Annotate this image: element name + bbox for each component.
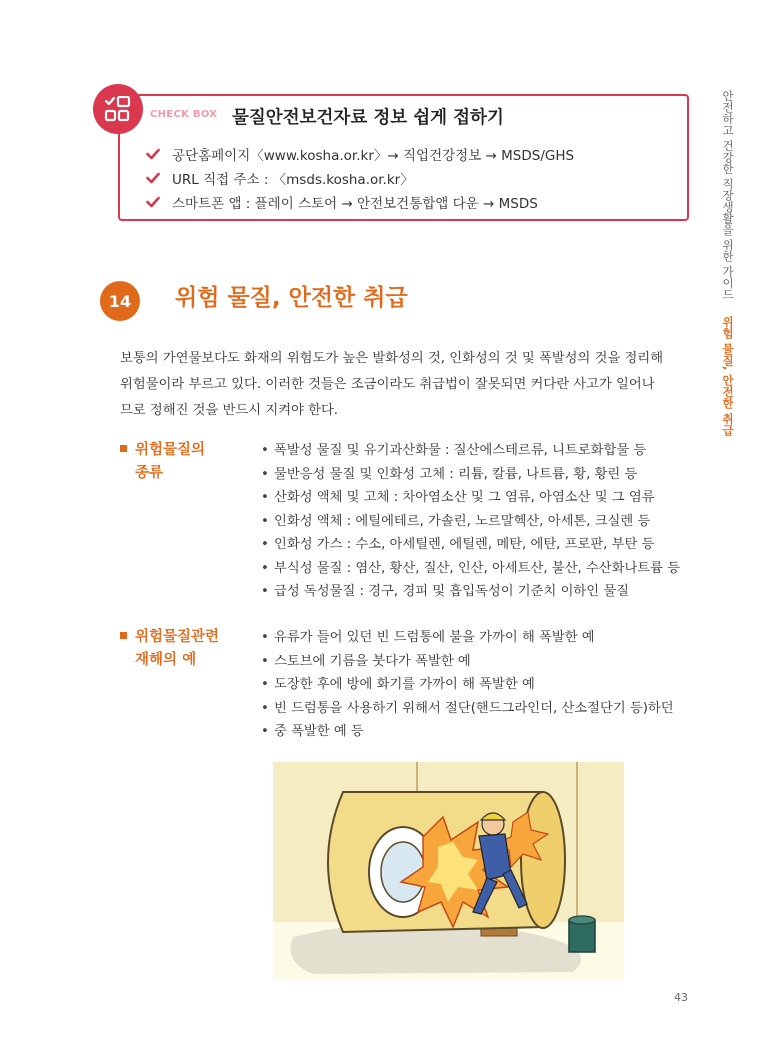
page-number: 43 (674, 991, 688, 1004)
check-item (146, 166, 574, 190)
list-item-continuation-text: 중 폭발한 예 등 (274, 724, 364, 739)
check-item-text: URL 직접 주소 : 〈msds.kosha.or.kr〉 (172, 172, 414, 188)
accidents-list (261, 626, 674, 744)
square-bullet-icon (120, 445, 127, 452)
section-title: 위험 물질, 안전한 취급 (175, 285, 408, 311)
list-item: • 부식성 물질 : 염산, 황산, 질산, 인산, 아세트산, 불산, 수산화나트륨 등 (261, 557, 680, 581)
list-item: • 스토브에 기름을 붓다가 폭발한 예 (261, 650, 674, 674)
section-number-badge: 14 (100, 281, 140, 321)
accidents-label-line1: 위험물질관련 (135, 629, 220, 645)
list-item: • 인화성 액체 : 에틸에테르, 가솔린, 노르말헥산, 아세톤, 크실렌 등 (261, 510, 680, 534)
intro-line: 위험물이라 부르고 있다. 이러한 것들은 조금이라도 취급법이 잘못되면 커다란 사고가 일어나 (120, 377, 655, 392)
check-box-label: CHECK BOX (150, 109, 218, 120)
intro-paragraph (120, 346, 690, 424)
intro-line: 보통의 가연물보다도 화재의 위험도가 높은 발화성의 것, 인화성의 것 및 폭발성의 것을 정리해 (120, 351, 664, 366)
types-label-line1: 위험물질의 (135, 442, 206, 458)
check-box-title: 물질안전보건자료 정보 쉽게 접하기 (232, 108, 504, 128)
list-item: • 유류가 들어 있던 빈 드럼통에 불을 가까이 해 폭발한 예 (261, 626, 674, 650)
list-item: • 인화성 가스 : 수소, 아세틸렌, 에틸렌, 메탄, 에탄, 프로판, 부탄 등 (261, 533, 680, 557)
list-item: • 빈 드럼통을 사용하기 위해서 절단(핸드그라인더, 산소절단기 등)하던 (261, 697, 674, 721)
side-guide-text: 안전하고 건강한 직장생활을 위한 가이드 (721, 90, 735, 301)
check-item (146, 142, 574, 166)
side-chapter-text: 위험 물질, 안전한 취급 (721, 315, 735, 436)
list-item: • 도장한 후에 방에 화기를 가까이 해 폭발한 예 (261, 673, 674, 697)
drum-explosion-illustration (273, 762, 624, 979)
list-item: • 폭발성 물질 및 유기과산화물 : 질산에스테르류, 니트로화합물 등 (261, 439, 680, 463)
side-running-head (712, 90, 736, 436)
checkmark-icon (146, 172, 160, 184)
list-item: • 급성 독성물질 : 경구, 경피 및 흡입독성이 기준치 이하인 물질 (261, 580, 680, 604)
check-list (146, 142, 574, 214)
check-item (146, 190, 574, 214)
types-label (120, 439, 205, 485)
checklist-icon (104, 96, 132, 122)
list-item-continuation (261, 720, 674, 744)
types-list (261, 439, 680, 604)
check-box-badge (93, 84, 143, 134)
list-item: • 물반응성 물질 및 인화성 고체 : 리튬, 칼륨, 나트륨, 황, 황린 등 (261, 463, 680, 487)
check-item-text: 스마트폰 앱 : 플레이 스토어 → 안전보건통합앱 다운 → MSDS (172, 196, 538, 212)
checkmark-icon (146, 148, 160, 160)
list-item: • 산화성 액체 및 고체 : 차아염소산 및 그 염류, 아염소산 및 그 염류 (261, 486, 680, 510)
types-label-line2: 종류 (135, 465, 164, 481)
square-bullet-icon (120, 632, 127, 639)
check-item-text: 공단홈페이지〈www.kosha.or.kr〉→ 직업건강정보 → MSDS/GHS (172, 148, 575, 164)
accidents-label-line2: 재해의 예 (135, 652, 197, 668)
accidents-label (120, 626, 219, 672)
intro-line: 므로 정해진 것을 반드시 지켜야 한다. (120, 403, 339, 418)
checkmark-icon (146, 196, 160, 208)
